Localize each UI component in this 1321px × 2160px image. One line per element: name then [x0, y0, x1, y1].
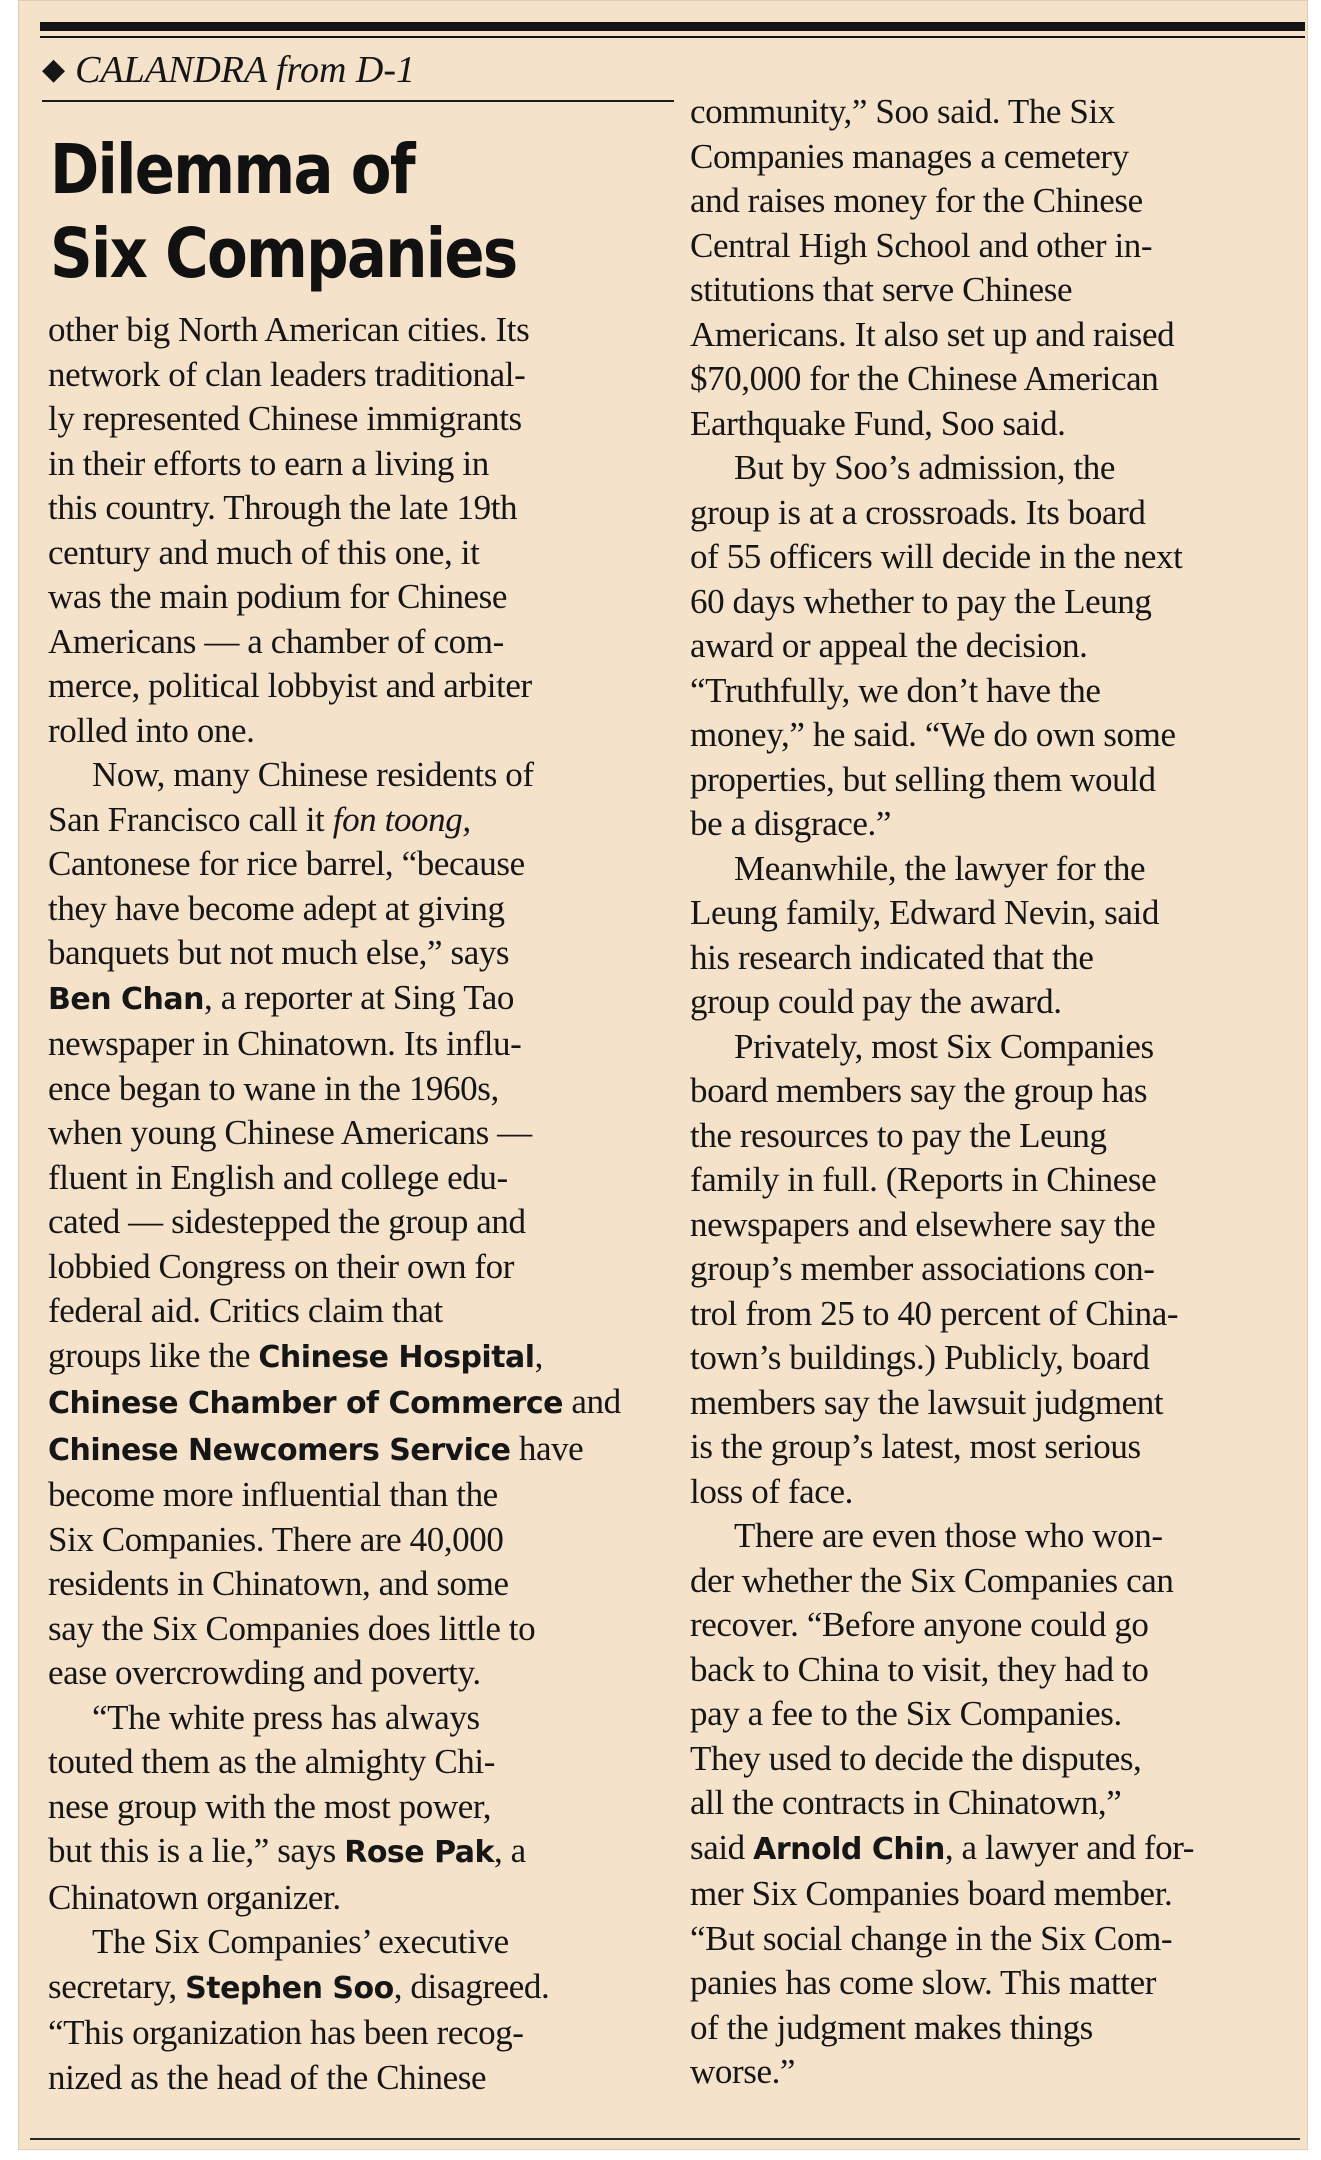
- top-rule-thin: [40, 36, 1305, 38]
- text-line: [48, 798, 678, 843]
- text-run: , a lawyer and for-: [944, 1827, 1195, 1867]
- text-run: San Francisco call it: [48, 799, 333, 839]
- text-line: ease overcrowding and poverty.: [48, 1653, 481, 1692]
- diamond-bullet-icon: ◆: [42, 53, 66, 86]
- text-line: Central High School and other in-: [690, 225, 1153, 265]
- text-line: family in full. (Reports in Chinese: [690, 1160, 1157, 1199]
- text-line: federal aid. Critics claim that: [48, 1291, 443, 1330]
- paragraph: [48, 753, 678, 1696]
- organization-name: Chinese Hospital: [258, 1339, 535, 1375]
- text-line: [48, 1965, 678, 2012]
- text-run: , a reporter at Sing Tao: [204, 977, 514, 1017]
- text-run: and: [562, 1382, 621, 1421]
- text-line: and raises money for the Chinese: [690, 181, 1143, 220]
- text-run: have: [510, 1428, 584, 1468]
- text-line: money,” he said. “We do own some: [690, 715, 1176, 754]
- text-line: group’s member associations con-: [690, 1249, 1155, 1288]
- text-line: Cantonese for rice barrel, “because: [48, 844, 525, 883]
- left-column: [48, 308, 678, 2100]
- text-line: they have become adept at giving: [48, 888, 505, 928]
- text-line: “But social change in the Six Com-: [690, 1918, 1173, 1958]
- text-line: [48, 1427, 678, 1474]
- text-line: become more influential than the: [48, 1475, 498, 1514]
- text-line: They used to decide the disputes,: [690, 1738, 1142, 1778]
- text-line: this country. Through the late 19th: [48, 488, 518, 527]
- paragraph: [690, 446, 1300, 847]
- text-line: There are even those who won-: [734, 1516, 1163, 1555]
- organization-name: Chinese Chamber of Commerce: [48, 1386, 563, 1421]
- text-line: members say the lawsuit judgment: [690, 1382, 1164, 1422]
- text-line: [690, 1826, 1300, 1873]
- text-line: [48, 1829, 678, 1876]
- text-line: back to China to visit, they had to: [690, 1649, 1149, 1689]
- text-line: Americans. It also set up and raised: [690, 314, 1175, 354]
- text-line: network of clan leaders traditional-: [48, 354, 526, 394]
- person-name: Arnold Chin: [753, 1831, 945, 1867]
- text-line: merce, political lobbyist and arbiter: [48, 666, 532, 705]
- text-line: banquets but not much else,” says: [48, 933, 510, 972]
- text-line: award or appeal the decision.: [690, 626, 1088, 665]
- text-line: group is at a crossroads. Its board: [690, 492, 1146, 532]
- text-line: ly represented Chinese immigrants: [48, 399, 522, 438]
- text-run: secretary,: [48, 1966, 186, 2006]
- text-line: group could pay the award.: [690, 982, 1062, 1021]
- text-line: his research indicated that the: [690, 937, 1094, 977]
- text-line: rolled into one.: [48, 710, 255, 750]
- headline-line-2: Six Companies: [50, 214, 517, 294]
- continuation-text: CALANDRA from D-1: [75, 49, 415, 91]
- text-line: stitutions that serve Chinese: [690, 270, 1073, 309]
- text-run: said: [690, 1827, 754, 1867]
- top-rule-thick: [40, 22, 1305, 31]
- text-line: newspaper in Chinatown. Its influ-: [48, 1024, 522, 1063]
- text-line: century and much of this one, it: [48, 532, 480, 572]
- text-line: Americans — a chamber of com-: [48, 621, 504, 661]
- text-line: lobbied Congress on their own for: [48, 1246, 515, 1286]
- text-line: recover. “Before anyone could go: [690, 1605, 1149, 1644]
- person-name: Ben Chan: [48, 981, 204, 1017]
- right-column: [690, 90, 1300, 2095]
- text-run: groups like the: [48, 1335, 259, 1375]
- text-line: loss of face.: [690, 1471, 853, 1511]
- text-line: Companies manages a cemetery: [690, 136, 1129, 176]
- text-line: in their efforts to earn a living in: [48, 443, 489, 483]
- text-line: [48, 1334, 678, 1381]
- paragraph: [48, 1920, 678, 2100]
- text-line: trol from 25 to 40 percent of China-: [690, 1293, 1179, 1333]
- continuation-rule: [42, 100, 674, 102]
- text-line: Meanwhile, the lawyer for the: [734, 848, 1146, 888]
- text-line: pay a fee to the Six Companies.: [690, 1694, 1122, 1733]
- text-line: say the Six Companies does little to: [48, 1608, 536, 1648]
- text-line: $70,000 for the Chinese American: [690, 359, 1159, 398]
- text-run: but this is a lie,” says: [48, 1831, 345, 1870]
- text-line: The Six Companies’ executive: [92, 1922, 509, 1961]
- paragraph: [690, 1025, 1300, 1515]
- text-line: “This organization has been recog-: [48, 2013, 524, 2052]
- headline-line-1: Dilemma of: [50, 130, 414, 210]
- person-name: Stephen Soo: [185, 1970, 394, 2006]
- paragraph: [690, 1514, 1300, 2095]
- text-line: the resources to pay the Leung: [690, 1115, 1107, 1155]
- text-run: , disagreed.: [393, 1966, 550, 2006]
- paragraph: [48, 1696, 678, 1921]
- text-line: of 55 officers will decide in the next: [690, 537, 1183, 576]
- text-run: ,: [534, 1335, 543, 1375]
- text-line: is the group’s latest, most serious: [690, 1427, 1141, 1466]
- text-line: Now, many Chinese residents of: [92, 755, 534, 794]
- text-line: [48, 976, 678, 1023]
- text-line: when young Chinese Americans —: [48, 1113, 532, 1152]
- text-run: , a: [493, 1831, 526, 1870]
- text-line: was the main podium for Chinese: [48, 577, 508, 616]
- paragraph: [690, 90, 1300, 446]
- text-line: “The white press has always: [92, 1697, 480, 1737]
- text-line: Six Companies. There are 40,000: [48, 1519, 504, 1559]
- bottom-rule: [30, 2138, 1300, 2140]
- text-line: fluent in English and college edu-: [48, 1157, 508, 1197]
- text-line: cated — sidestepped the group and: [48, 1202, 526, 1241]
- text-line: of the judgment makes things: [690, 2007, 1093, 2047]
- text-line: But by Soo’s admission, the: [734, 448, 1116, 487]
- paragraph: [48, 308, 678, 753]
- text-line: properties, but selling them would: [690, 759, 1156, 799]
- text-line: der whether the Six Companies can: [690, 1560, 1174, 1600]
- text-line: residents in Chinatown, and some: [48, 1564, 509, 1603]
- text-line: [48, 1380, 678, 1427]
- text-line: board members say the group has: [690, 1071, 1148, 1110]
- text-line: “Truthfully, we don’t have the: [690, 670, 1101, 710]
- continuation-line: [42, 48, 415, 92]
- text-line: nese group with the most power,: [48, 1786, 492, 1826]
- text-line: Privately, most Six Companies: [734, 1026, 1154, 1066]
- paragraph: [690, 847, 1300, 1025]
- text-line: Earthquake Fund, Soo said.: [690, 403, 1066, 443]
- text-line: town’s buildings.) Publicly, board: [690, 1338, 1150, 1377]
- text-line: nized as the head of the Chinese: [48, 2057, 487, 2097]
- italic-term: fon toong,: [332, 799, 471, 839]
- text-line: community,” Soo said. The Six: [690, 92, 1115, 131]
- person-name: Rose Pak: [344, 1835, 494, 1870]
- text-line: panies has come slow. This matter: [690, 1963, 1156, 2002]
- organization-name: Chinese Newcomers Service: [48, 1432, 511, 1468]
- text-line: mer Six Companies board member.: [690, 1874, 1173, 1913]
- text-line: be a disgrace.”: [690, 804, 891, 843]
- text-line: other big North American cities. Its: [48, 310, 530, 349]
- text-line: Leung family, Edward Nevin, said: [690, 893, 1159, 932]
- text-line: touted them as the almighty Chi-: [48, 1742, 495, 1781]
- text-line: newspapers and elsewhere say the: [690, 1204, 1156, 1244]
- headline: [50, 128, 532, 296]
- text-line: worse.”: [690, 2052, 796, 2091]
- text-line: all the contracts in Chinatown,”: [690, 1783, 1122, 1822]
- text-line: ence began to wane in the 1960s,: [48, 1068, 499, 1108]
- text-line: 60 days whether to pay the Leung: [690, 581, 1152, 621]
- text-line: Chinatown organizer.: [48, 1877, 341, 1917]
